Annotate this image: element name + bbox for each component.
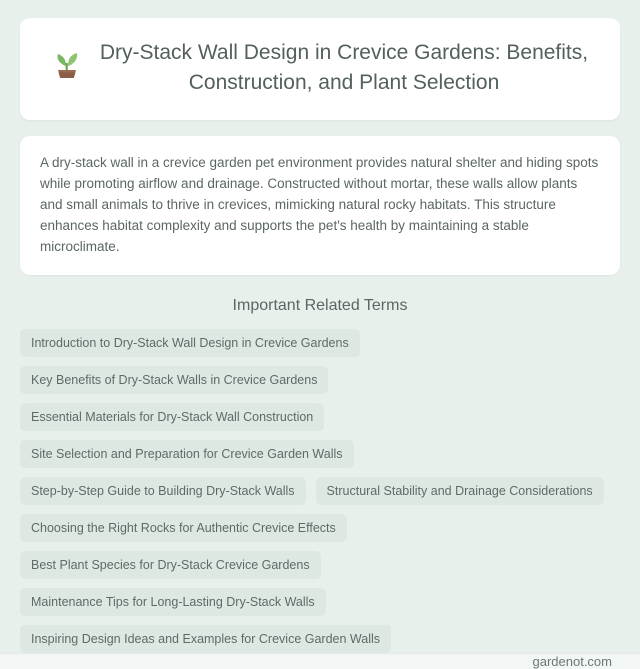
related-term-tag[interactable]: Essential Materials for Dry-Stack Wall Construction bbox=[20, 403, 324, 431]
related-term-tag[interactable]: Structural Stability and Drainage Considerations bbox=[316, 477, 604, 505]
page-title: Dry-Stack Wall Design in Crevice Gardens: Benefits, Construction, and Plant Selection bbox=[99, 41, 589, 94]
related-term-tag[interactable]: Key Benefits of Dry-Stack Walls in Crevice Gardens bbox=[20, 366, 328, 394]
related-term-tag[interactable]: Best Plant Species for Dry-Stack Crevice Gardens bbox=[20, 551, 321, 579]
related-terms-heading: Important Related Terms bbox=[232, 297, 408, 314]
related-term-tag[interactable]: Inspiring Design Ideas and Examples for Crevice Garden Walls bbox=[20, 625, 391, 653]
header-card bbox=[20, 18, 620, 120]
site-name: gardenot.com bbox=[532, 654, 612, 669]
footer bbox=[0, 653, 640, 669]
related-term-tag[interactable]: Choosing the Right Rocks for Authentic Crevice Effects bbox=[20, 514, 347, 542]
summary-text: A dry-stack wall in a crevice garden pet environment provides natural shelter and hiding spots while promoting airflow and drainage. Constructed without mortar, these walls allow plants and small animals to thrive in crevices, mimicking natural rocky habitats. This structure enhances habitat complexity and supports the pet's health by maintaining a stable microclimate. bbox=[40, 155, 599, 254]
seedling-icon bbox=[50, 40, 84, 80]
header-inner bbox=[50, 38, 590, 98]
related-terms-list bbox=[20, 329, 620, 653]
related-term-tag[interactable]: Site Selection and Preparation for Crevice Garden Walls bbox=[20, 440, 354, 468]
summary-card bbox=[20, 136, 620, 275]
related-term-tag[interactable]: Step-by-Step Guide to Building Dry-Stack Walls bbox=[20, 477, 306, 505]
related-term-tag[interactable]: Introduction to Dry-Stack Wall Design in Crevice Gardens bbox=[20, 329, 360, 357]
related-term-tag[interactable]: Maintenance Tips for Long-Lasting Dry-Stack Walls bbox=[20, 588, 326, 616]
